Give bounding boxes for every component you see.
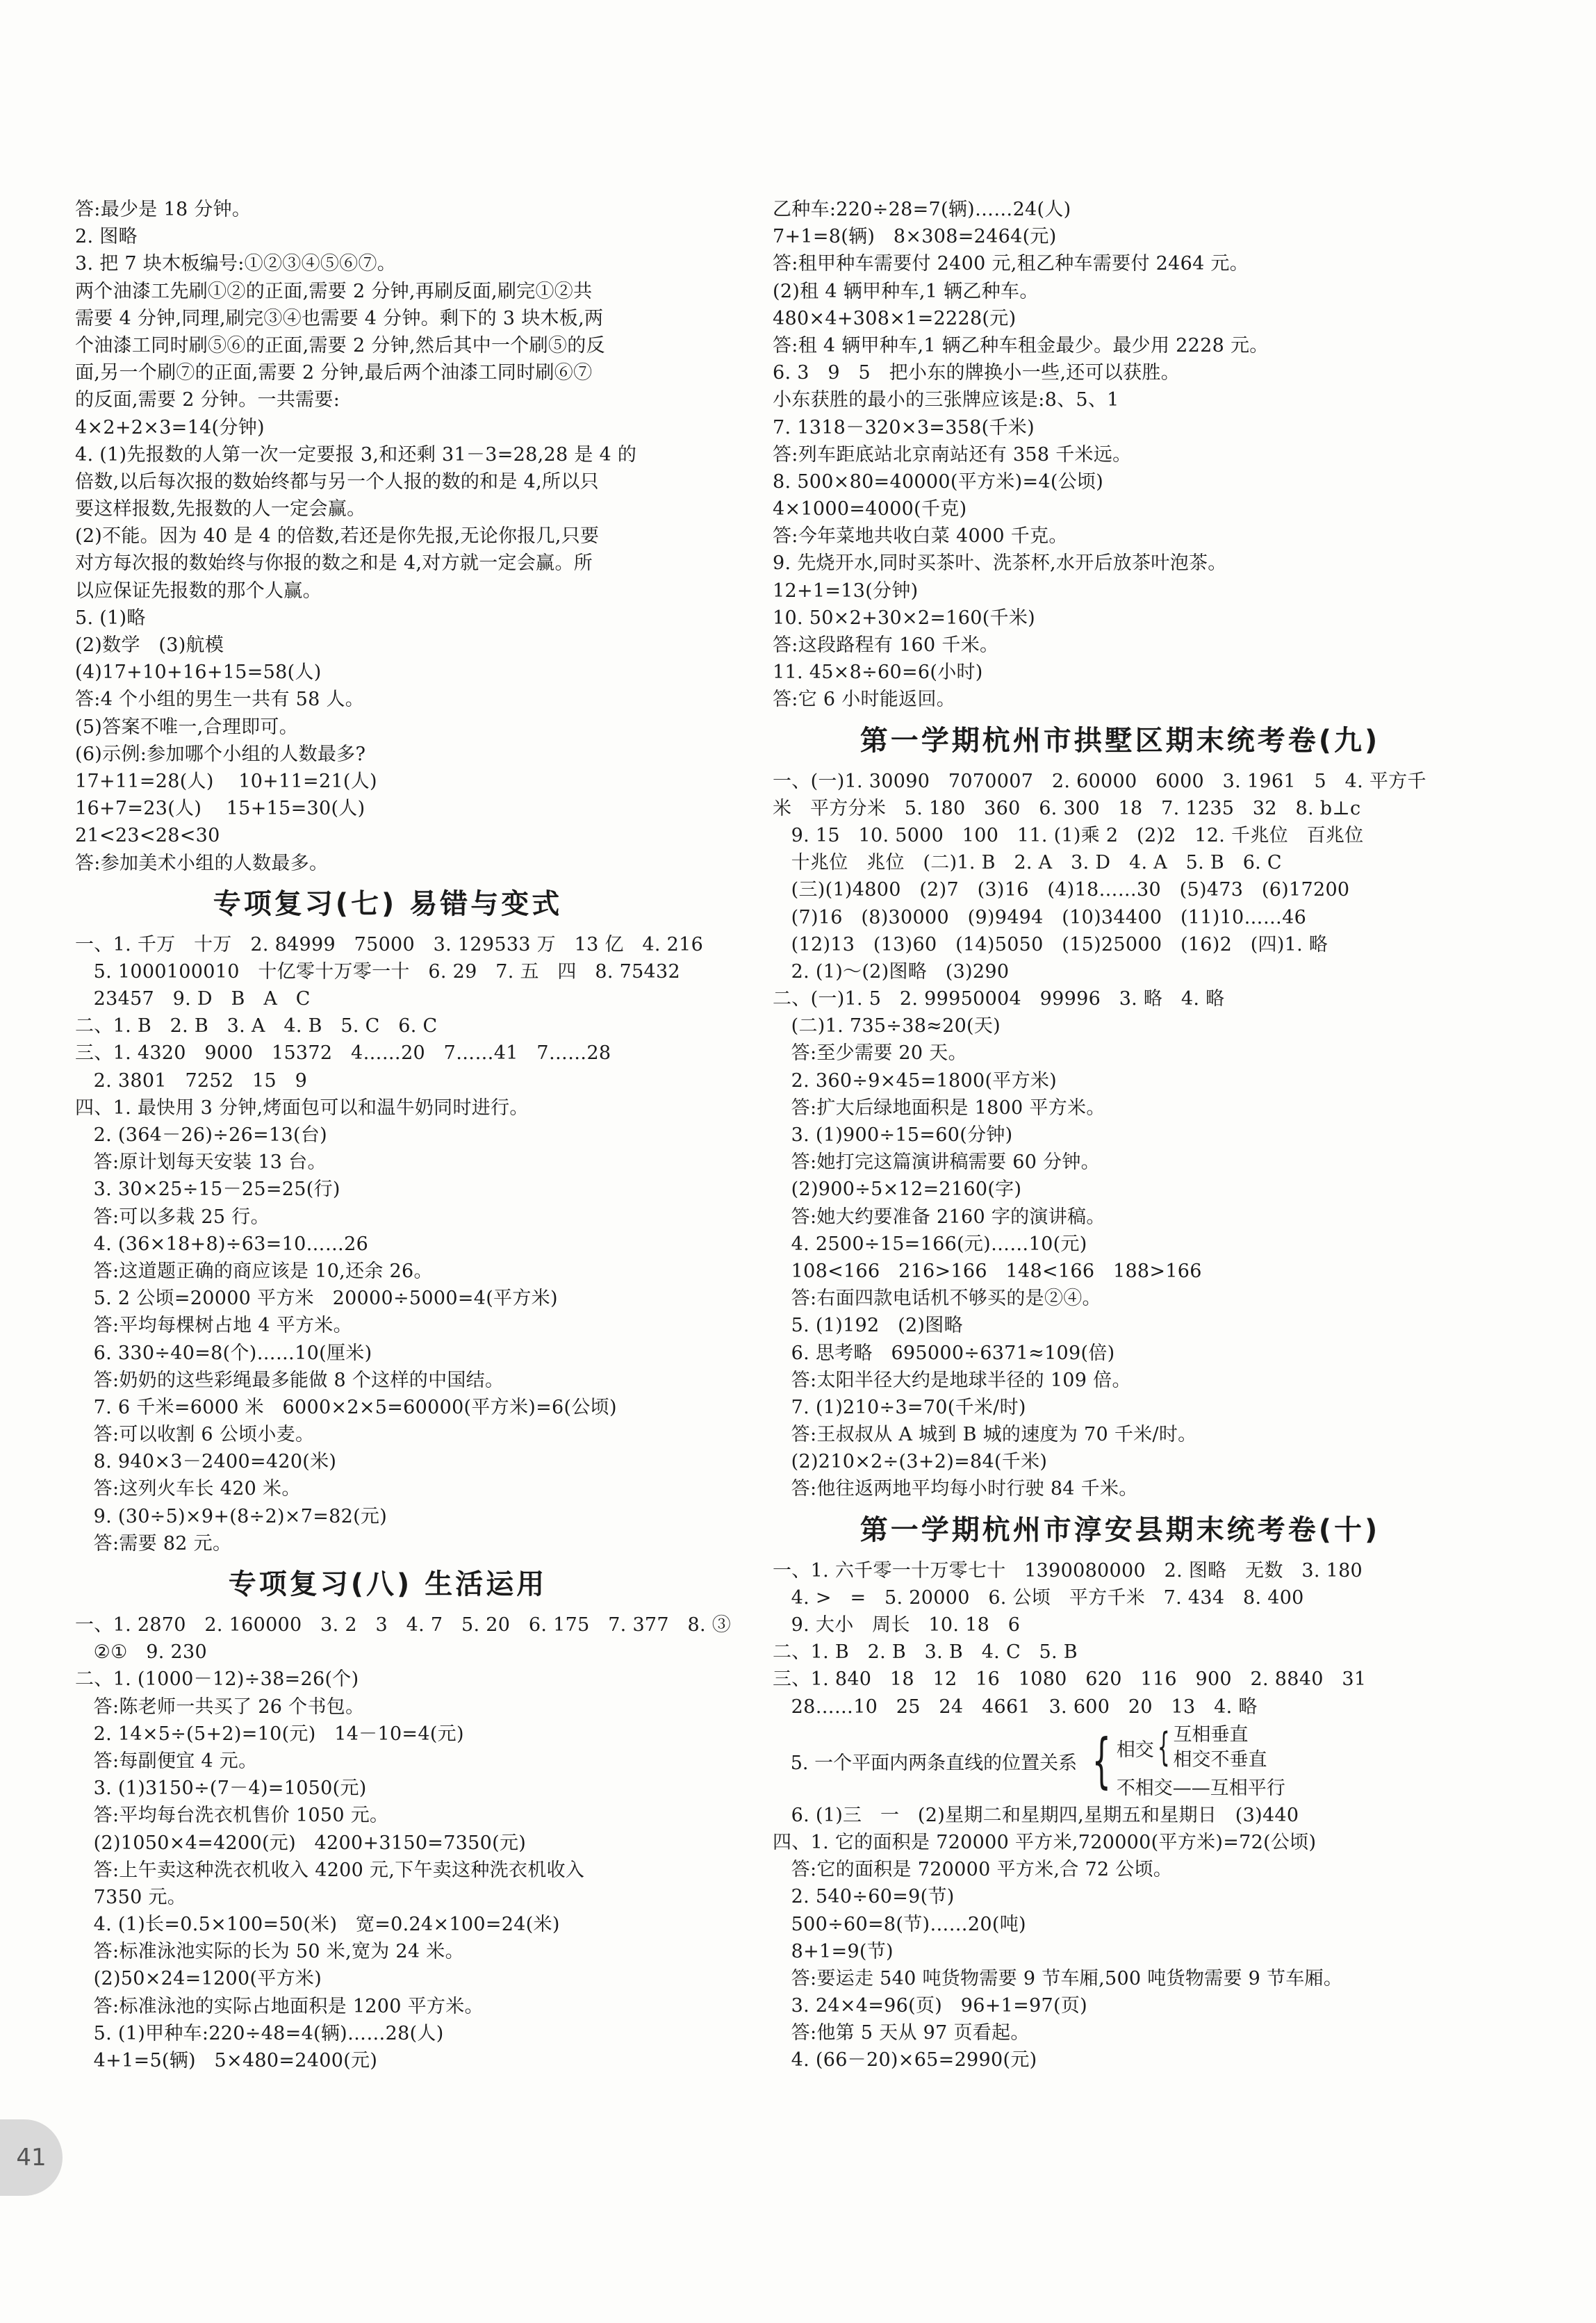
- answer-line: 答:王叔叔从 A 城到 B 城的速度为 70 千米/时。: [773, 1424, 1197, 1446]
- answer-line: 答:平均每棵树占地 4 平方米。: [75, 1315, 352, 1337]
- answer-line: 答:太阳半径大约是地球半径的 109 倍。: [773, 1369, 1131, 1391]
- answer-line: 11. 45×8÷60=6(小时): [773, 662, 983, 684]
- answer-line: 需要 4 分钟,同理,刷完③④也需要 4 分钟。剩下的 3 块木板,两: [75, 307, 604, 329]
- answer-line: 4+1=5(辆) 5×480=2400(元): [75, 2050, 378, 2071]
- answer-line: 2. 14×5÷(5+2)=10(元) 14－10=4(元): [75, 1723, 464, 1745]
- answer-line: 5. (1)192 (2)图略: [773, 1315, 963, 1337]
- answer-line: 答:标准泳池的实际占地面积是 1200 平方米。: [75, 1995, 484, 2017]
- brace-icon: {: [1157, 1725, 1170, 1771]
- answer-line: 三、1. 840 18 12 16 1080 620 116 900 2. 8840 31: [773, 1668, 1367, 1691]
- left-column: [75, 196, 770, 2074]
- answer-line: 答:陈老师一共买了 26 个书包。: [75, 1696, 365, 1718]
- answer-line: 答:4 个小组的男生一共有 58 人。: [75, 689, 365, 711]
- answer-line: 二、1. B 2. B 3. B 4. C 5. B: [773, 1641, 1078, 1664]
- answer-line: 答:每副便宜 4 元。: [75, 1750, 258, 1772]
- answer-line: 6. (1)三 一 (2)星期二和星期四,星期五和星期日 (3)440: [773, 1804, 1299, 1826]
- answer-line: 16+7=23(人) 15+15=30(人): [75, 798, 365, 820]
- answer-line: 4×2+2×3=14(分钟): [75, 416, 265, 438]
- branch-label: 不相交——互相平行: [1116, 1778, 1285, 1800]
- answer-line: 3. (1)3150÷(7－4)=1050(元): [75, 1778, 367, 1800]
- answer-line: 倍数,以后每次报的数始终都与另一个人报的数的和是 4,所以只: [75, 470, 599, 493]
- diagram-lead: 5. 一个平面内两条直线的位置关系: [773, 1752, 1078, 1774]
- answer-line: 米 平方分米 5. 180 360 6. 300 18 7. 1235 32 8. b⊥c: [773, 797, 1361, 819]
- answer-line: 7+1=8(辆) 8×308=2464(元): [773, 226, 1057, 248]
- answer-line: 答:可以收割 6 公顷小麦。: [75, 1424, 315, 1446]
- answer-line: 4. (36×18+8)÷63=10……26: [75, 1233, 369, 1255]
- answer-line: 答:她大约要准备 2160 字的演讲稿。: [773, 1206, 1105, 1228]
- answer-line: 答:这列火车长 420 米。: [75, 1478, 301, 1500]
- answer-line: 的反面,需要 2 分钟。一共需要:: [75, 389, 340, 411]
- answer-line: 乙种车:220÷28=7(辆)……24(人): [773, 199, 1071, 220]
- answer-line: 答:租甲种车需要付 2400 元,租乙种车需要付 2464 元。: [773, 253, 1249, 275]
- answer-line: 答:今年菜地共收白菜 4000 千克。: [773, 525, 1068, 548]
- answer-line: (2)210×2÷(3+2)=84(千米): [773, 1451, 1048, 1473]
- answer-line: 答:她打完这篇演讲稿需要 60 分钟。: [773, 1151, 1100, 1174]
- answer-line: 2. 360÷9×45=1800(平方米): [773, 1069, 1058, 1092]
- answer-line: 答:这段路程有 160 千米。: [773, 634, 999, 656]
- answer-line: 个油漆工同时刷⑤⑥的正面,需要 2 分钟,然后其中一个刷⑤的反: [75, 334, 605, 356]
- answer-line: 17+11=28(人) 10+11=21(人): [75, 770, 377, 792]
- answer-line: 答:列车距底站北京南站还有 358 千米远。: [773, 443, 1132, 466]
- answer-line: 两个油漆工先刷①②的正面,需要 2 分钟,再刷反面,刷完①②共: [75, 280, 593, 302]
- answer-line: 答:可以多栽 25 行。: [75, 1206, 270, 1228]
- answer-line: 2. 540÷60=9(节): [773, 1886, 955, 1908]
- answer-line: 答:上午卖这种洗衣机收入 4200 元,下午卖这种洗衣机收入: [75, 1859, 585, 1881]
- answer-line: 2. 3801 7252 15 9: [75, 1069, 308, 1092]
- answer-line: 答:至少需要 20 天。: [773, 1042, 967, 1065]
- answer-line: 答:租 4 辆甲种车,1 辆乙种车租金最少。最少用 2228 元。: [773, 334, 1269, 356]
- answer-line: 答:参加美术小组的人数最多。: [75, 852, 329, 874]
- answer-line: (2)数学 (3)航模: [75, 634, 224, 656]
- answer-line: (2)不能。因为 40 是 4 的倍数,若还是你先报,无论你报几,只要: [75, 525, 600, 548]
- section-title: 第一学期杭州市拱墅区期末统考卷(九): [859, 724, 1381, 757]
- answer-line: 一、1. 六千零一十万零七十 1390080000 2. 图略 无数 3. 180: [773, 1559, 1363, 1582]
- answer-line: 8+1=9(节): [773, 1940, 894, 1962]
- answer-line: 二、1. (1000－12)÷38=26(个): [75, 1668, 359, 1691]
- answer-line: 5. 1000100010 十亿零十万零一十 6. 29 7. 五 四 8. 75432: [75, 960, 680, 983]
- answer-line: 6. 330÷40=8(个)……10(厘米): [75, 1342, 372, 1364]
- answer-line: 答:最少是 18 分钟。: [75, 199, 252, 220]
- answer-line: 3. (1)900÷15=60(分钟): [773, 1124, 1013, 1146]
- answer-line: 四、1. 最快用 3 分钟,烤面包可以和温牛奶同时进行。: [75, 1097, 529, 1119]
- answer-line: (4)17+10+16+15=58(人): [75, 662, 322, 684]
- answer-line: 答:它的面积是 720000 平方米,合 72 公顷。: [773, 1859, 1173, 1881]
- answer-line: 3. 30×25÷15－25=25(行): [75, 1179, 340, 1201]
- answer-line: 要这样报数,先报数的人一定会赢。: [75, 498, 366, 520]
- answer-line: 十兆位 兆位 (二)1. B 2. A 3. D 4. A 5. B 6. C: [773, 852, 1282, 874]
- answer-line: 4. (1)先报数的人第一次一定要报 3,和还剩 31－3=28,28 是 4 的: [75, 443, 637, 466]
- answer-line: 8. 500×80=40000(平方米)=4(公顷): [773, 470, 1104, 493]
- answer-line: 2. (364－26)÷26=13(台): [75, 1124, 327, 1146]
- answer-line: (2)50×24=1200(平方米): [75, 1968, 322, 1990]
- answer-line: 9. 15 10. 5000 100 11. (1)乘 2 (2)2 12. 千兆位 百兆位: [773, 824, 1364, 846]
- answer-line: 一、1. 2870 2. 160000 3. 2 3 4. 7 5. 20 6. 175 7. 377 8. ③: [75, 1614, 732, 1636]
- answer-line: 答:他第 5 天从 97 页看起。: [773, 2022, 1030, 2044]
- answer-line: 答:右面四款电话机不够买的是②④。: [773, 1288, 1101, 1310]
- answer-line: 答:平均每台洗衣机售价 1050 元。: [75, 1805, 389, 1827]
- answer-line: 四、1. 它的面积是 720000 平方米,720000(平方米)=72(公顷): [773, 1831, 1317, 1853]
- answer-line: 三、1. 4320 9000 15372 4……20 7……41 7……28: [75, 1042, 611, 1065]
- answer-line: 7. (1)210÷3=70(千米/时): [773, 1396, 1026, 1418]
- answer-line: 答:奶奶的这些彩绳最多能做 8 个这样的中国结。: [75, 1369, 504, 1391]
- answer-line: 对方每次报的数始终与你报的数之和是 4,对方就一定会赢。所: [75, 552, 593, 575]
- answer-line: 答:原计划每天安装 13 台。: [75, 1151, 327, 1174]
- answer-line: 5. (1)略: [75, 607, 146, 629]
- line-relationship-diagram: [773, 1721, 1565, 1802]
- answer-line: 6. 3 9 5 把小东的牌换小一些,还可以获胜。: [773, 362, 1180, 384]
- answer-line: 一、1. 千万 十万 2. 84999 75000 3. 129533 万 13 亿 4. 216: [75, 933, 704, 955]
- answer-line: (2)租 4 辆甲种车,1 辆乙种车。: [773, 280, 1039, 302]
- answer-line: 7350 元。: [75, 1886, 187, 1908]
- answer-line: 10. 50×2+30×2=160(千米): [773, 607, 1035, 629]
- answer-line: 答:它 6 小时能返回。: [773, 689, 956, 711]
- answer-line: 面,另一个刷⑦的正面,需要 2 分钟,最后两个油漆工同时刷⑥⑦: [75, 362, 593, 384]
- brace-icon: {: [1092, 1726, 1112, 1796]
- answer-line: 4. (1)长=0.5×100=50(米) 宽=0.24×100=24(米): [75, 1914, 560, 1936]
- answer-line: 答:标准泳池实际的长为 50 米,宽为 24 米。: [75, 1941, 464, 1963]
- answer-line: 9. 大小 周长 10. 18 6: [773, 1614, 1021, 1636]
- answer-line: 4. (66－20)×65=2990(元): [773, 2049, 1037, 2071]
- answer-line: (二)1. 735÷38≈20(天): [773, 1015, 1001, 1037]
- right-column: [773, 196, 1565, 2074]
- branch-item: 相交不垂直: [1173, 1749, 1267, 1771]
- page-number: 41: [0, 2119, 63, 2196]
- answer-line: 答:要运走 540 吨货物需要 9 节车厢,500 吨货物需要 9 节车厢。: [773, 1967, 1343, 1989]
- answer-line: 2. 图略: [75, 226, 138, 248]
- answer-line: (2)900÷5×12=2160(字): [773, 1179, 1022, 1201]
- answer-line: 一、(一)1. 30090 7070007 2. 60000 6000 3. 1961 5 4. 平方千: [773, 770, 1426, 792]
- answer-line: 6. 思考略 695000÷6371≈109(倍): [773, 1342, 1115, 1364]
- answer-line: 5. 2 公顷=20000 平方米 20000÷5000=4(平方米): [75, 1288, 558, 1310]
- answer-line: 答:这道题正确的商应该是 10,还余 26。: [75, 1260, 433, 1282]
- answer-line: 9. 先烧开水,同时买茶叶、洗茶杯,水开后放茶叶泡茶。: [773, 552, 1227, 575]
- answer-line: (6)示例:参加哪个小组的人数最多?: [75, 743, 366, 765]
- answer-line: 小东获胜的最小的三张牌应该是:8、5、1: [773, 389, 1119, 411]
- answer-line: 2. (1)～(2)图略 (3)290: [773, 960, 1010, 983]
- answer-line: 3. 把 7 块木板编号:①②③④⑤⑥⑦。: [75, 253, 397, 275]
- branch-label: 相交: [1116, 1739, 1154, 1761]
- answer-line: (12)13 (13)60 (14)5050 (15)25000 (16)2 (四)1. 略: [773, 933, 1328, 955]
- answer-line: 答:扩大后绿地面积是 1800 平方米。: [773, 1097, 1105, 1119]
- section-title: 第一学期杭州市淳安县期末统考卷(十): [859, 1513, 1381, 1546]
- answer-line: ②① 9. 230: [75, 1641, 207, 1664]
- answer-line: 二、(一)1. 5 2. 99950004 99996 3. 略 4. 略: [773, 988, 1225, 1010]
- answer-line: (7)16 (8)30000 (9)9494 (10)34400 (11)10……46: [773, 906, 1307, 928]
- answer-line: 7. 1318－320×3=358(千米): [773, 416, 1035, 438]
- answer-line: 4. > = 5. 20000 6. 公顷 平方千米 7. 434 8. 400: [773, 1586, 1304, 1609]
- answer-line: 二、1. B 2. B 3. A 4. B 5. C 6. C: [75, 1015, 438, 1037]
- answer-line: 答:他往返两地平均每小时行驶 84 千米。: [773, 1478, 1138, 1500]
- answer-line: (2)1050×4=4200(元) 4200+3150=7350(元): [75, 1832, 527, 1854]
- answer-line: 9. (30÷5)×9+(8÷2)×7=82(元): [75, 1505, 388, 1527]
- section-title: 专项复习(七) 易错与变式: [213, 887, 563, 920]
- answer-line: 21<23<28<30: [75, 825, 220, 847]
- answer-line: 4×1000=4000(千克): [773, 498, 967, 520]
- answer-line: 480×4+308×1=2228(元): [773, 307, 1017, 329]
- answer-line: 8. 940×3－2400=420(米): [75, 1451, 337, 1473]
- answer-line: 以应保证先报数的那个人赢。: [75, 580, 322, 602]
- answer-line: 23457 9. D B A C: [75, 988, 311, 1010]
- answer-line: 4. 2500÷15=166(元)……10(元): [773, 1233, 1087, 1255]
- answer-line: 500÷60=8(节)……20(吨): [773, 1913, 1026, 1935]
- answer-line: 108<166 216>166 148<166 188>166: [773, 1260, 1202, 1282]
- answer-line: (三)(1)4800 (2)7 (3)16 (4)18……30 (5)473 (6)17200: [773, 879, 1350, 901]
- branch-item: 互相垂直: [1173, 1724, 1249, 1746]
- answer-line: 3. 24×4=96(页) 96+1=97(页): [773, 1995, 1087, 2017]
- answer-line: 5. (1)甲种车:220÷48=4(辆)……28(人): [75, 2022, 444, 2044]
- answer-line: 12+1=13(分钟): [773, 580, 919, 602]
- section-title: 专项复习(八) 生活运用: [228, 1568, 548, 1600]
- answer-line: 答:需要 82 元。: [75, 1532, 232, 1554]
- answer-line: 28……10 25 24 4661 3. 600 20 13 4. 略: [773, 1696, 1258, 1718]
- answer-line: 7. 6 千米=6000 米 6000×2×5=60000(平方米)=6(公顷): [75, 1396, 617, 1418]
- answer-line: (5)答案不唯一,合理即可。: [75, 716, 299, 738]
